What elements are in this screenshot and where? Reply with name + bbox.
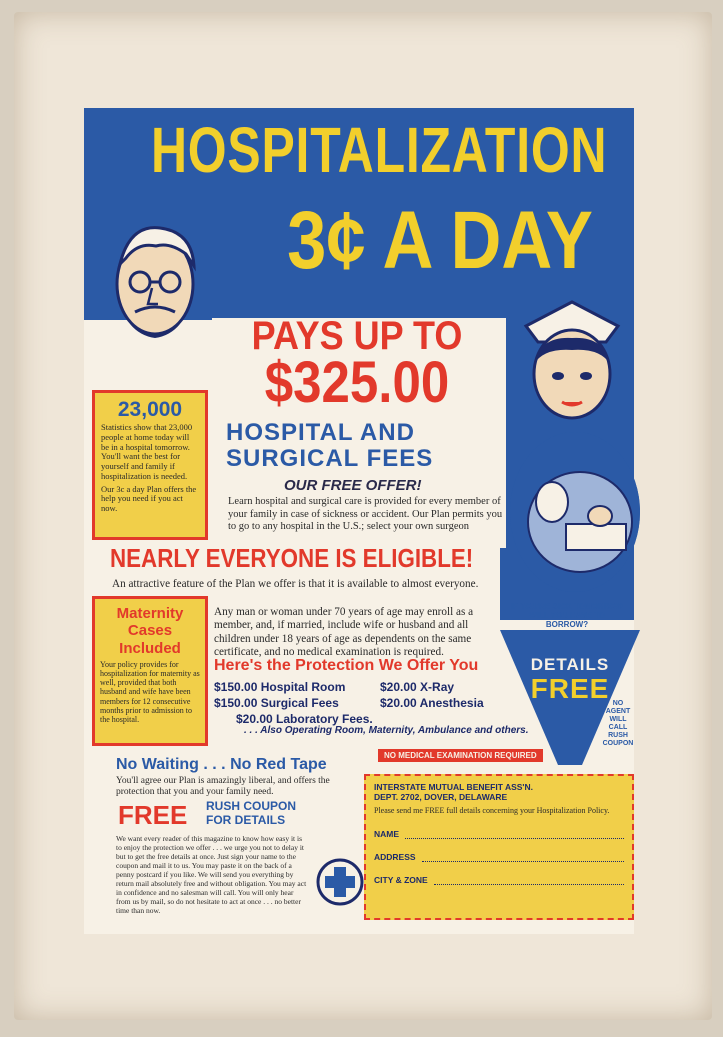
hospital-fees — [226, 420, 496, 473]
eligible-text-1: An attractive feature of the Plan we offer is that it is available to almost everyone. — [112, 578, 479, 590]
protection-item: $150.00 Hospital Room — [214, 680, 346, 694]
maternity-title: Maternity Cases Included — [116, 605, 184, 657]
hospital-line-2: SURGICAL FEES — [226, 445, 434, 473]
address-line[interactable] — [422, 853, 624, 862]
coupon-header-1: INTERSTATE MUTUAL BENEFIT ASS'N. — [374, 782, 533, 792]
coupon-text: Please send me FREE full details concerning your Hospitalization Policy. — [374, 806, 610, 816]
statistics-number: 23,000 — [117, 398, 183, 421]
hospital-line-1: HOSPITAL AND — [226, 419, 415, 446]
protection-item: $20.00 Anesthesia — [380, 695, 484, 710]
no-agent-note: NO AGENT WILL CALL RUSH COUPON — [602, 700, 634, 748]
mail-coupon[interactable] — [364, 774, 634, 920]
name-line[interactable] — [405, 830, 624, 839]
details-free: FREE — [530, 673, 610, 704]
rush-line-1: RUSH COUPON — [206, 799, 297, 813]
maternity-text: Your policy provides for hospitalization for maternity as well, provided that both husband and wife have been members for 12 consecutive months prior to admission to the hospital. — [100, 659, 200, 724]
protection-title: Here's the Protection We Offer You — [214, 657, 479, 674]
no-waiting-text: You'll agree our Plan is amazingly liberal, and offers the protection that you and your family need. — [116, 776, 330, 797]
rush-coupon-heading — [206, 800, 296, 828]
statistics-text-2: Our 3c a day Plan offers the help you need if you act now. — [101, 483, 197, 514]
name-label: NAME — [374, 828, 400, 839]
patient-photo — [510, 432, 640, 592]
free-text: We want every reader of this magazine to know how easy it is to enjoy the protection we offer . . . we urge you not to delay it but to get the free details at once. Just sign your name to the coupon and mail it to us. You may paste it on the back of a penny postcard if you like. We will send you everything by return mail absolutely free and without obligation. You may act in confidence and no salesman will call. You will only hear from us by mail, so do not hesitate to act at once . . . no better time than now. — [116, 834, 307, 915]
no-medical-badge: NO MEDICAL EXAMINATION REQUIRED — [378, 749, 543, 762]
statistics-box — [92, 390, 208, 540]
protection-item: $150.00 Surgical Fees — [214, 695, 339, 710]
headline: HOSPITALIZATION — [150, 114, 608, 186]
doctor-face-icon — [100, 212, 210, 362]
protection-lab: $20.00 Laboratory Fees. — [236, 711, 373, 726]
protection-row — [214, 680, 514, 696]
coupon-city-field[interactable] — [374, 875, 624, 885]
protection-item: $20.00 X-Ray — [380, 680, 455, 694]
offer-title: OUR FREE OFFER! — [284, 477, 422, 494]
coupon-header-2: DEPT. 2702, DOVER, DELAWARE — [374, 792, 508, 803]
protection-row — [214, 696, 514, 712]
pays-up-to: PAYS UP TO — [251, 314, 463, 358]
eligible-title: NEARLY EVERYONE IS ELIGIBLE! — [110, 543, 474, 573]
offer-text: Learn hospital and surgical care is provided for every member of your family in case of sickness or accident. Our Plan permits you to go to any hospital in the U.S.; select your own surgeon — [228, 496, 503, 533]
city-line[interactable] — [434, 876, 624, 885]
coupon-name-field[interactable] — [374, 829, 624, 839]
address-label: ADDRESS — [374, 851, 416, 862]
rush-line-2: FOR DETAILS — [206, 812, 286, 827]
details-free-badge — [514, 656, 626, 703]
protection-other: . . . Also Operating Room, Maternity, Ambulance and others. — [244, 725, 529, 736]
protection-list — [214, 680, 514, 727]
city-label: CITY & ZONE — [374, 874, 428, 885]
red-cross-icon — [316, 858, 364, 906]
statistics-text: Statistics show that 23,000 people at home today will be in a hospital tomorrow. You'll want the best for yourself and family if hospitalization is needed. — [101, 422, 193, 481]
coupon-address-field[interactable] — [374, 852, 624, 862]
no-waiting-title: No Waiting . . . No Red Tape — [116, 756, 327, 773]
subhead: 3¢ A DAY — [287, 195, 593, 286]
details-label: DETAILS — [530, 655, 610, 674]
sick-question: IF YOU'RE SICK TOMORROW WILL YOU HAVE TO BORROW? — [510, 602, 624, 630]
free-heading: FREE — [118, 800, 188, 830]
nurse-face-icon — [516, 298, 628, 424]
amount: $325.00 — [264, 350, 450, 415]
eligible-text-2: Any man or woman under 70 years of age may enroll as a member, and, if married, include wife or husband and all children under 18 years of age as dependents on the same certificate, and no medical examination is required. — [214, 606, 474, 658]
maternity-box — [92, 596, 208, 746]
